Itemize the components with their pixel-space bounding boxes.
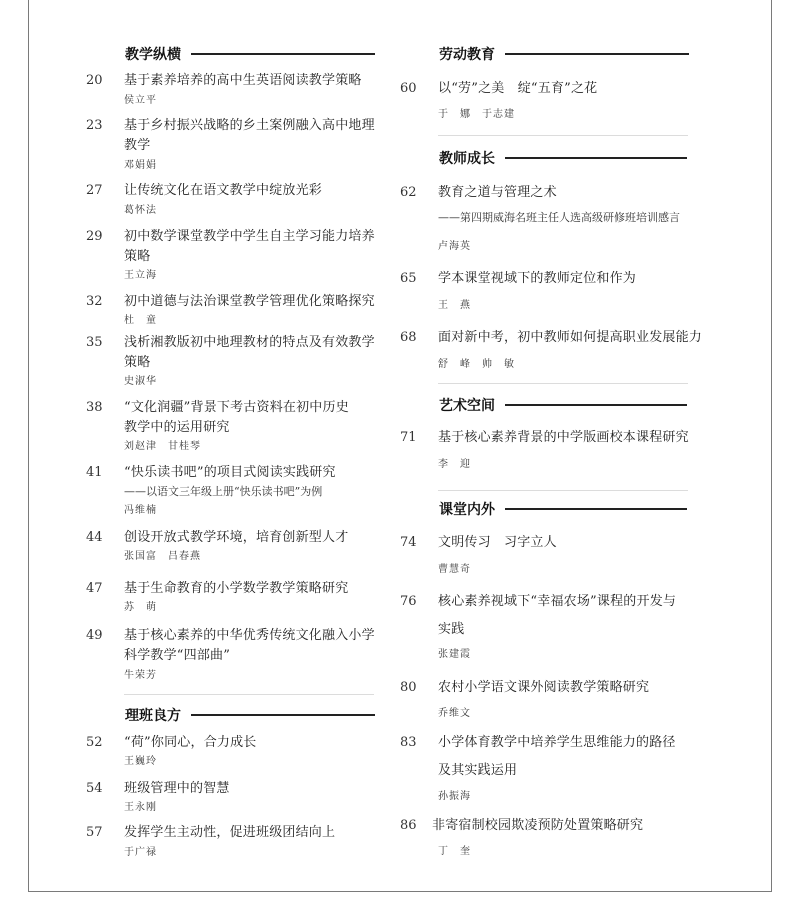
section-heading-laodong-jiaoyu [439,45,689,63]
toc-page-number: 29 [86,229,103,244]
toc-entry-author: 曹慧奇 [438,564,471,575]
section-separator [438,135,688,136]
toc-entry-author: 苏 萌 [124,602,157,613]
toc-entry-author: 舒 峰 帅 敏 [438,359,515,370]
section-heading-label: 教学纵横 [125,47,181,63]
heading-rule [505,404,687,406]
section-heading-label: 理班良方 [125,708,181,724]
toc-entry-title-line2[interactable]: 教学中的运用研究 [124,420,230,435]
toc-entry-title[interactable]: 发挥学生主动性，促进班级团结向上 [124,825,336,840]
toc-entry-author: 张建霞 [438,649,471,660]
toc-page-number: 54 [86,781,103,796]
toc-entry-author: 孙振海 [438,791,471,802]
toc-entry-author: 杜 童 [124,315,157,326]
toc-entry-author: 王永刚 [124,802,157,813]
toc-entry-subtitle: ——第四期威海名班主任人选高级研修班培训感言 [438,211,680,224]
section-heading-ketang-neiwai [439,500,687,518]
toc-entry-title[interactable]: 基于核心素养背景的中学版画校本课程研究 [438,430,689,445]
toc-entry-author: 王巍玲 [124,756,157,767]
section-heading-label: 课堂内外 [439,502,495,518]
toc-page-number: 71 [400,430,417,445]
toc-entry-author: 李 迎 [438,459,471,470]
toc-entry-author: 牛荣芳 [124,670,157,681]
toc-entry-author: 冯维楠 [124,505,157,516]
toc-entry-title[interactable]: 基于生命教育的小学数学教学策略研究 [124,581,349,596]
toc-entry-title-line2[interactable]: 策略 [124,355,151,370]
heading-rule [191,714,375,716]
toc-entry-title[interactable]: 面对新中考，初中教师如何提高职业发展能力 [438,330,703,345]
toc-page-number: 65 [400,271,417,286]
toc-page-number: 60 [400,81,417,96]
toc-entry-title[interactable]: 让传统文化在语文教学中绽放光彩 [124,183,323,198]
toc-entry-author: 于广禄 [124,847,157,858]
toc-page-number: 86 [400,818,417,833]
section-heading-yishu-kongjian [439,396,687,414]
toc-entry-title[interactable]: 基于素养培养的高中生英语阅读教学策略 [124,73,362,88]
heading-rule [505,53,689,55]
section-separator [438,490,688,491]
heading-rule [505,157,687,159]
toc-page-number: 23 [86,118,103,133]
toc-entry-title[interactable]: “文化润疆”背景下考古资料在初中历史 [124,400,349,415]
toc-page-number: 35 [86,335,103,350]
toc-page-number: 83 [400,735,417,750]
toc-page-number: 41 [86,465,103,480]
toc-page-number: 76 [400,594,417,609]
toc-page-number: 74 [400,535,417,550]
toc-entry-author: 张国富 吕春燕 [124,551,201,562]
toc-entry-title-line2[interactable]: 策略 [124,249,151,264]
toc-entry-author: 邓娟娟 [124,160,157,171]
toc-page-number: 47 [86,581,103,596]
toc-entry-author: 丁 奎 [438,846,471,857]
toc-entry-title[interactable]: 教育之道与管理之术 [438,185,557,200]
toc-page-number: 38 [86,400,103,415]
toc-entry-title-line2[interactable]: 科学教学“四部曲” [124,648,231,663]
toc-entry-title[interactable]: 非寄宿制校园欺凌预防处置策略研究 [432,818,644,833]
toc-entry-author: 刘赵津 甘桂琴 [124,441,201,452]
toc-entry-author: 卢海英 [438,241,471,252]
toc-page-number: 57 [86,825,103,840]
toc-entry-author: 王立海 [124,270,157,281]
toc-entry-author: 葛怀法 [124,205,157,216]
toc-entry-author: 侯立平 [124,95,157,106]
toc-entry-title-line2[interactable]: 及其实践运用 [438,763,518,778]
toc-entry-title[interactable]: 农村小学语文课外阅读教学策略研究 [438,680,650,695]
toc-entry-author: 王 燕 [438,300,471,311]
toc-entry-title[interactable]: 基于核心素养的中华优秀传统文化融入小学 [124,628,375,643]
toc-page-number: 49 [86,628,103,643]
section-heading-label: 艺术空间 [439,398,495,414]
toc-entry-author: 史淑华 [124,376,157,387]
toc-entry-title-line2[interactable]: 实践 [438,622,465,637]
toc-page-number: 44 [86,530,103,545]
section-separator [124,694,374,695]
toc-entry-title[interactable]: 核心素养视域下“幸福农场”课程的开发与 [438,594,677,609]
section-heading-liban-liangfang [125,706,375,724]
toc-page-number: 27 [86,183,103,198]
heading-rule [505,508,687,510]
section-heading-label: 劳动教育 [439,47,495,63]
section-separator [438,383,688,384]
toc-entry-author: 于 娜 于志建 [438,109,515,120]
toc-entry-title[interactable]: 以“劳”之美 绽“五育”之花 [438,81,598,96]
toc-entry-title[interactable]: 浅析湘教版初中地理教材的特点及有效教学 [124,335,375,350]
toc-page-number: 52 [86,735,103,750]
toc-entry-title-line2[interactable]: 教学 [124,138,151,153]
toc-entry-title[interactable]: 学本课堂视域下的教师定位和作为 [438,271,637,286]
toc-entry-title[interactable]: 基于乡村振兴战略的乡土案例融入高中地理 [124,118,375,133]
heading-rule [191,53,375,55]
toc-entry-title[interactable]: “荷”你同心，合力成长 [124,735,257,750]
toc-entry-subtitle: ——以语文三年级上册“快乐读书吧”为例 [124,485,323,498]
toc-entry-author: 乔维文 [438,708,471,719]
toc-page-number: 32 [86,294,103,309]
toc-entry-title[interactable]: 初中道德与法治课堂教学管理优化策略探究 [124,294,375,309]
toc-entry-title[interactable]: 创设开放式教学环境，培育创新型人才 [124,530,349,545]
toc-entry-title[interactable]: “快乐读书吧”的项目式阅读实践研究 [124,465,336,480]
section-heading-jiaoshi-chengzhang [439,149,687,167]
section-heading-jiaoxue-zongheng [125,45,375,63]
toc-entry-title[interactable]: 文明传习 习字立人 [438,535,557,550]
toc-entry-title[interactable]: 初中数学课堂教学中学生自主学习能力培养 [124,229,375,244]
toc-page-number: 62 [400,185,417,200]
toc-entry-title[interactable]: 班级管理中的智慧 [124,781,230,796]
section-heading-label: 教师成长 [439,151,495,167]
toc-entry-title[interactable]: 小学体育教学中培养学生思维能力的路径 [438,735,676,750]
toc-page-number: 80 [400,680,417,695]
toc-page-number: 20 [86,73,103,88]
toc-page-number: 68 [400,330,417,345]
